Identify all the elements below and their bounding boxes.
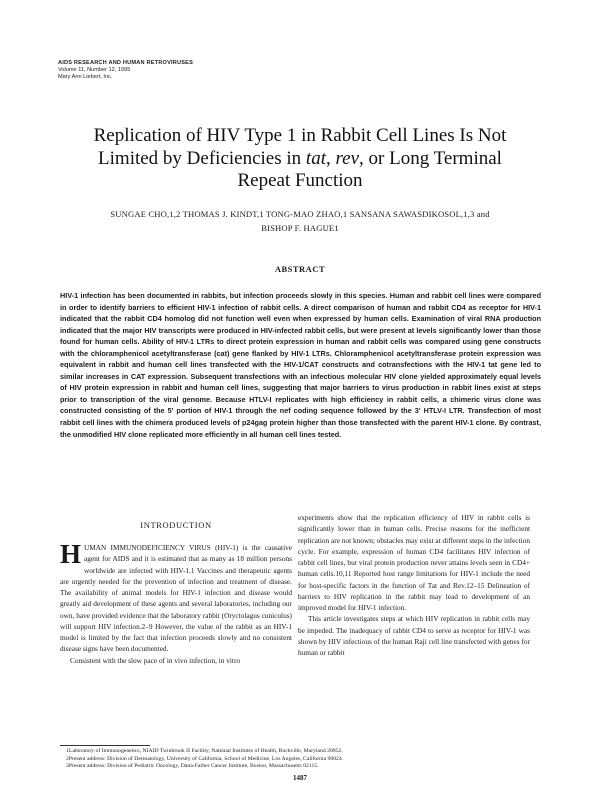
author-line-2: BISHOP F. HAGUE1 bbox=[261, 222, 339, 233]
footnote-rule bbox=[60, 745, 150, 746]
title-line-3: Repeat Function bbox=[237, 170, 363, 191]
intro-right-paragraph-1: experiments show that the replication efficiency of HIV in rabbit cells is significantly lower than in human cells. Precise reasons for the inefficient replication are not known; obstacles may exist at different steps in the infection cycle. For example, expression of human CD4 facilitates HIV infection of rabbit cell lines, but viral protein production never attains levels seen in CD4+ human cells.10,11 Reported host range limitations for HIV-1 include the need for host-specific factors in the function of Tat and Rev.12–15 Delineation of barriers to HIV replication in the rabbit may lead to development of an improved model for HIV-1 infection. bbox=[298, 513, 530, 612]
page-number: 1487 bbox=[293, 774, 307, 782]
intro-paragraph-1 bbox=[60, 539, 292, 655]
footnotes bbox=[60, 748, 540, 770]
abstract-heading: ABSTRACT bbox=[274, 264, 326, 274]
title-gene-rev: rev bbox=[335, 147, 360, 169]
left-column bbox=[60, 520, 292, 666]
drop-cap: H bbox=[60, 539, 82, 569]
intro-right-paragraph-2: This article investigates steps at which HIV replication in rabbit cells may be impeded. The inadequacy of rabbit CD4 to serve as receptor for HIV-1 was shown by HIV infectious of the human Raji cell line transfected with genes for human or rabbit bbox=[298, 614, 530, 657]
title-line-2-post: , or Long Terminal bbox=[359, 147, 502, 169]
title-line-1: Replication of HIV Type 1 in Rabbit Cell Lines Is Not bbox=[93, 125, 507, 146]
abstract-text: HIV-1 infection has been documented in rabbits, but infection proceeds slowly in this species. Human and rabbit cell lines were compared in order to identify barriers to efficient HIV-1 infection of rabbit cells. A direct comparison of human and rabbit CD4 as receptor for HIV-1 indicated that the rabbit CD4 homolog did not function well even when expressed by human cells. Examination of viral RNA production indicated that the major HIV transcripts were produced in HIV-infected rabbit cells, but were present at levels significantly lower than those found for human cells. Ability of HIV-1 LTRs to direct protein expression in human and rabbit cells was compared using gene constructs with the chloramphenicol acetyltransferase (cat) gene flanked by HIV-1 LTRs. Chloramphenicol acetyltransferase protein expression was equivalent in rabbit and human cell lines transfected with the HIV-1/CAT constructs and cotransfections with the HIV-1 tat gene led to similar increases in CAT expression. Subsequent transfections with an infectious molecular HIV clone yielded approximately equal levels of HIV protein expression in rabbit and human cell lines, suggesting that major barriers to virus production in rabbit lines exist at steps prior to transcription of the viral genome. Because HTLV-I replicates with high efficiency in rabbit cells, a chimeric virus clone was constructed consisting of the 5' portion of HIV-1 through the nef coding sequence followed by the 3' HTLV-I LTR. Transfection of most rabbit cell lines with the chimera produced levels of p24gag protein higher than those transfected with the parent HIV-1 clone. By contrast, the unmodified HIV clone replicated more efficiently in all human cell lines tested. bbox=[60, 291, 541, 439]
title-gene-tat: tat bbox=[305, 147, 326, 169]
title-line-2-pre: Limited by Deficiencies in bbox=[98, 147, 306, 169]
intro-para-1-text: (HIV-1) is the causative agent for AIDS and it is estimated that as many as 18 million persons worldwide are infected with HIV-1.1 Vaccines and therapeutic agents are urgently needed for the prevention of infection and treatment of disease. The availability of animal models for HIV-1 infection and disease would greatly aid development of these agents and several laboratories, including our own, have provided evidence that the laboratory rabbit (Oryctolagus cuniculus) will support HIV infection.2–9 However, the value of the rabbit as an HIV-1 model is limited by the fact that infection proceeds slowly and no consistent disease signs have been documented. bbox=[60, 543, 292, 654]
footnote-1: 1Laboratory of Immunogenetics, NIAID Twinbrook II Facility, National Institutes of Health, Rockville, Maryland 20852. bbox=[66, 748, 343, 755]
footnote-3: 3Present address: Division of Pediatric Oncology, Dana-Farber Cancer Institute, Boston, Massachusetts 02115. bbox=[66, 762, 319, 769]
footnote-2: 2Present address: Division of Dermatology, University of California, School of Medicine, Los Angeles, California 90024. bbox=[66, 755, 344, 762]
right-column bbox=[298, 512, 530, 658]
title-line-2 bbox=[60, 148, 540, 171]
paper-title bbox=[60, 125, 540, 193]
title-sep: , bbox=[325, 147, 336, 169]
journal-name: AIDS RESEARCH AND HUMAN RETROVIRUSES bbox=[58, 60, 194, 66]
intro-lead-smallcaps: UMAN IMMUNODEFICIENCY VIRUS bbox=[84, 543, 211, 552]
introduction-heading: INTRODUCTION bbox=[140, 520, 212, 530]
author-line-1: SUNGAE CHO,1,2 THOMAS J. KINDT,1 TONG-MAO ZHAO,1 SANSANA SAWASDIKOSOL,1,3 and bbox=[110, 209, 490, 219]
journal-header bbox=[58, 60, 193, 80]
intro-paragraph-2: Consistent with the slow pace of in vivo infection, in vitro bbox=[70, 655, 241, 665]
journal-publisher: Mary Ann Liebert, Inc. bbox=[58, 73, 113, 80]
author-list bbox=[60, 208, 540, 235]
journal-volume: Volume 11, Number 12, 1995 bbox=[58, 66, 131, 73]
